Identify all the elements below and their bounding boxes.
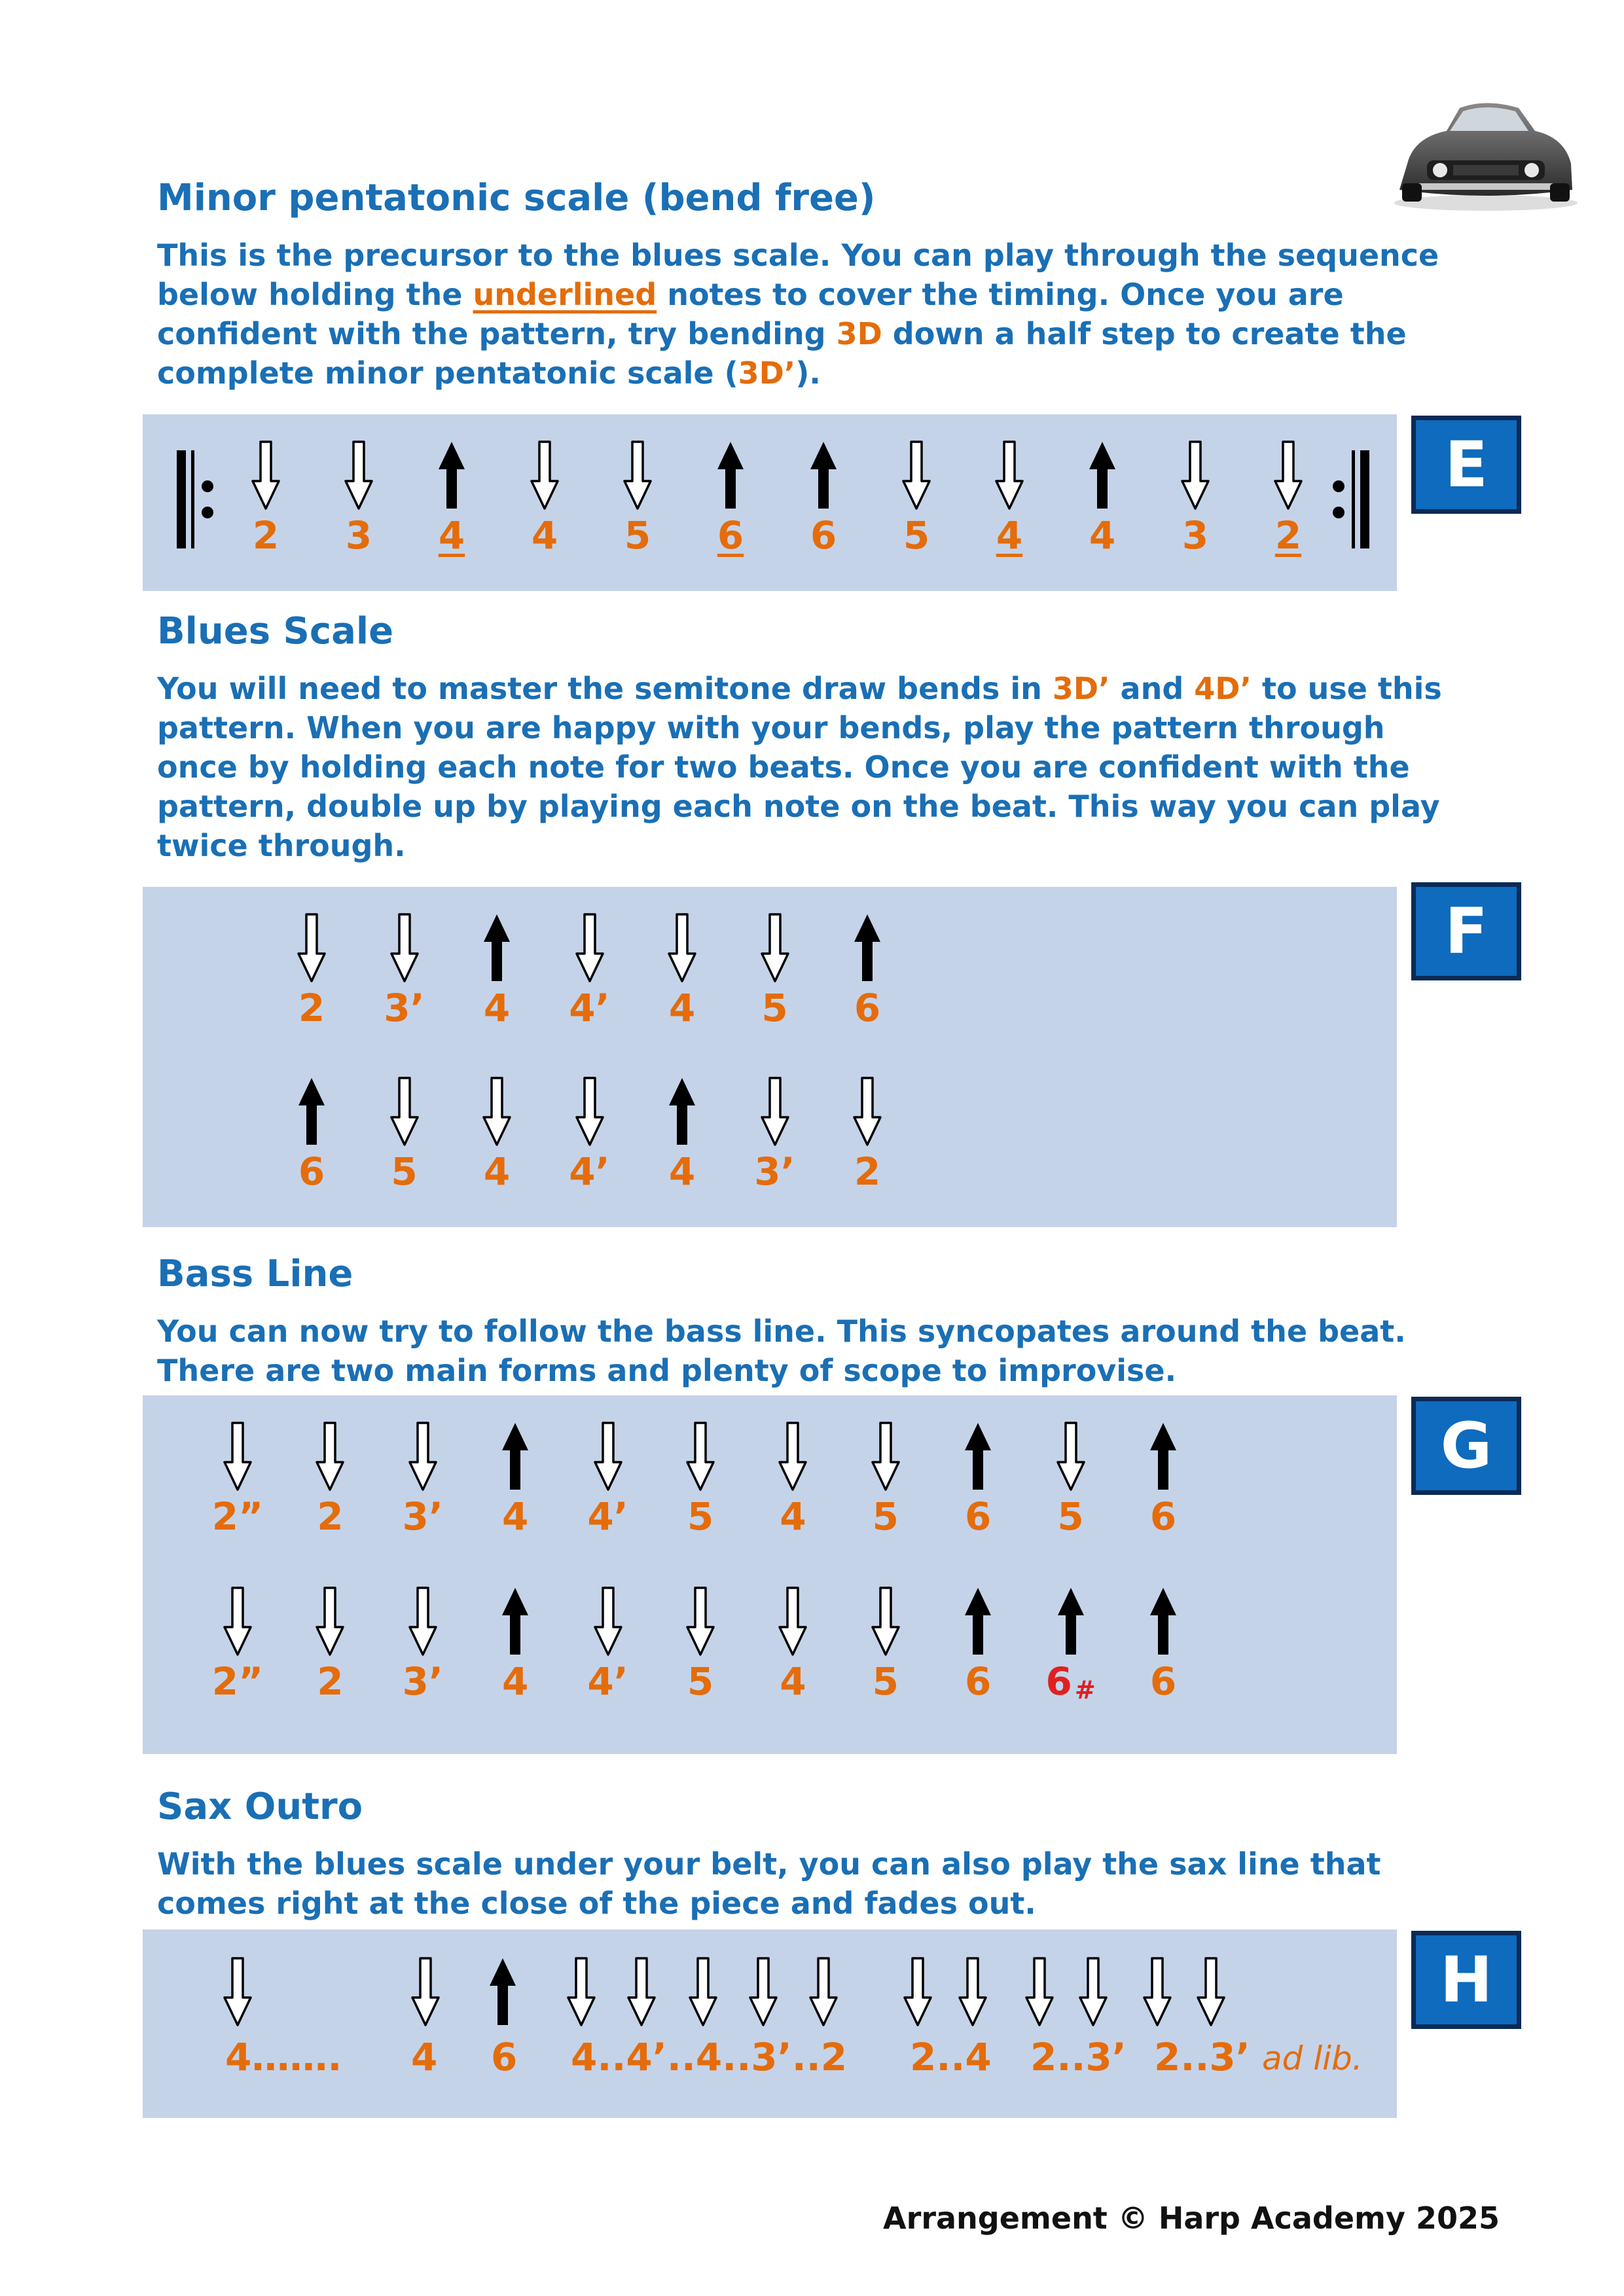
section-h-description: With the blues scale under your belt, you can also play the sax line that comes right at the close of the piece and fades out. — [157, 1846, 1381, 1921]
section-g-badge: G — [1411, 1397, 1521, 1495]
section-e-badge: E — [1411, 416, 1521, 514]
note-number: 4’ — [569, 1149, 610, 1194]
blow-arrow-icon — [1149, 1587, 1178, 1656]
draw-arrow-icon — [297, 913, 326, 982]
note-number: 6 — [965, 1494, 992, 1539]
repeat-end-sign — [1327, 450, 1369, 548]
note-number: 3’ — [402, 1494, 443, 1539]
harp-note — [655, 1587, 746, 1704]
note-number: 4 — [502, 1494, 529, 1539]
draw-arrow-icon — [627, 1957, 656, 2026]
draw-arrow-icon — [1143, 1957, 1172, 2026]
car-illustration — [1388, 85, 1584, 216]
harp-note — [469, 1422, 561, 1539]
section-h-panel — [143, 1929, 1397, 2118]
draw-arrow-icon — [749, 1957, 778, 2026]
harp-note — [451, 913, 543, 1031]
draw-arrow-icon — [390, 913, 419, 982]
note-number: 5 — [872, 1659, 899, 1704]
harp-note — [377, 1422, 469, 1539]
harp-note — [964, 440, 1055, 558]
harp-note — [284, 1587, 376, 1704]
section-e-description — [157, 236, 1466, 393]
note-number: 4 — [668, 986, 696, 1030]
note-number: 5 — [687, 1494, 714, 1539]
sax-group-5: 2..4 — [910, 2035, 992, 2079]
harp-note — [840, 1422, 931, 1539]
note-number: 6 — [717, 513, 744, 558]
draw-arrow-icon — [482, 1077, 511, 1146]
harp-note — [499, 440, 590, 558]
note-number: 2 — [298, 986, 325, 1030]
draw-arrow-icon — [408, 1422, 437, 1491]
section-e-title: Minor pentatonic scale (bend free) — [157, 177, 876, 219]
harp-note — [284, 1422, 376, 1539]
note-number: 4’ — [587, 1659, 628, 1704]
harp-note — [192, 1587, 283, 1704]
blow-arrow-icon — [668, 1077, 696, 1146]
section-e-text-1: This is the precursor to the blues scale. You can play through the sequence below holding the — [157, 238, 1439, 312]
blow-arrow-icon — [501, 1422, 530, 1491]
draw-arrow-icon — [223, 1422, 252, 1491]
note-number: 4 — [668, 1149, 696, 1194]
note-number: 6 — [298, 1149, 325, 1194]
harp-note — [747, 1422, 839, 1539]
note-number: 4’ — [569, 986, 610, 1030]
note-number: 2” — [211, 1659, 264, 1704]
draw-arrow-icon — [344, 440, 373, 510]
section-e-highlight-1: 3D — [836, 316, 882, 351]
draw-arrow-icon — [778, 1587, 807, 1656]
harp-note — [1025, 1422, 1117, 1539]
note-number: 2 — [252, 513, 280, 558]
blow-arrow-icon — [482, 913, 511, 982]
draw-arrow-icon — [411, 1957, 440, 2026]
note-number: 2” — [211, 1494, 264, 1539]
blow-arrow-icon — [964, 1422, 992, 1491]
draw-arrow-icon — [778, 1422, 807, 1491]
note-number: 6 — [854, 986, 881, 1030]
draw-arrow-icon — [316, 1587, 344, 1656]
section-f-text-1: You will need to master the semitone draw bends in — [157, 671, 1053, 706]
harp-note — [562, 1422, 654, 1539]
section-h-title: Sax Outro — [157, 1785, 363, 1828]
section-g-title: Bass Line — [157, 1253, 353, 1295]
note-number: 2 — [317, 1494, 344, 1539]
draw-arrow-icon — [761, 913, 789, 982]
note-number: 3 — [345, 513, 372, 558]
section-f-description — [157, 669, 1466, 865]
draw-arrow-icon — [686, 1587, 715, 1656]
harp-note — [1242, 440, 1334, 558]
blow-arrow-icon — [297, 1077, 326, 1146]
draw-arrow-icon — [871, 1587, 900, 1656]
draw-arrow-icon — [668, 913, 696, 982]
sax-group-4: 4..4’..4..3’..2 — [571, 2035, 848, 2079]
harp-note — [729, 913, 821, 1031]
harp-note — [821, 913, 913, 1031]
repeat-start-sign — [177, 450, 219, 548]
draw-arrow-icon — [689, 1957, 717, 2026]
sax-group-6: 2..3’ — [1030, 2035, 1127, 2079]
draw-arrow-icon — [623, 440, 652, 510]
blow-arrow-icon — [1149, 1422, 1178, 1491]
note-number: 4 — [531, 513, 558, 558]
harp-note — [685, 440, 776, 558]
ad-lib-text: ad lib. — [1262, 2039, 1363, 2077]
blow-arrow-icon — [853, 913, 882, 982]
harp-note — [1117, 1587, 1209, 1704]
harp-note — [406, 440, 497, 558]
blow-arrow-icon — [964, 1587, 992, 1656]
draw-arrow-icon — [223, 1957, 252, 2026]
note-number: 4 — [780, 1494, 806, 1539]
draw-arrow-icon — [251, 440, 280, 510]
draw-arrow-icon — [853, 1077, 882, 1146]
section-e-text-4: ). — [795, 355, 821, 391]
section-g-panel — [143, 1395, 1397, 1754]
section-e-text-2: notes to cover the timing. Once you are confident with the pattern, try bending — [157, 277, 1344, 351]
note-number: 4 — [780, 1659, 806, 1704]
note-number: 5 — [624, 513, 651, 558]
draw-arrow-icon — [686, 1422, 715, 1491]
harp-note — [636, 1077, 728, 1194]
note-number: 5 — [687, 1659, 714, 1704]
note-number: 5 — [761, 986, 788, 1030]
note-number: 6 — [810, 513, 837, 558]
section-e-underlined-word: underlined — [473, 277, 657, 312]
draw-arrow-icon — [1197, 1957, 1225, 2026]
note-number: 6 — [965, 1659, 992, 1704]
note-number: 6 — [1149, 1494, 1177, 1539]
section-f-highlight-2: 4D’ — [1194, 671, 1252, 706]
harp-note — [266, 913, 357, 1031]
section-f-title: Blues Scale — [157, 610, 394, 653]
harp-note — [871, 440, 962, 558]
note-number: 5 — [391, 1149, 418, 1194]
harp-note — [544, 913, 636, 1031]
note-number: 2 — [854, 1149, 881, 1194]
note-number: 5 — [903, 513, 930, 558]
draw-arrow-icon — [995, 440, 1024, 510]
section-f-text-2: and — [1110, 671, 1195, 706]
harp-note — [1149, 440, 1241, 558]
harp-note — [220, 440, 312, 558]
note-number: 5 — [872, 1494, 899, 1539]
sax-group-3: 6 — [491, 2035, 518, 2079]
draw-arrow-icon — [1274, 440, 1303, 510]
section-e-panel — [143, 414, 1397, 591]
note-number: 4 — [438, 513, 465, 558]
draw-arrow-icon — [809, 1957, 838, 2026]
note-number: 6 # — [1045, 1659, 1096, 1704]
draw-arrow-icon — [902, 440, 931, 510]
harp-note — [655, 1422, 746, 1539]
section-g-description: You can now try to follow the bass line. This syncopates around the beat. There are two main forms and plenty of scope to improvise. — [157, 1314, 1406, 1388]
copyright-footer: Arrangement © Harp Academy 2025 — [883, 2200, 1500, 2236]
section-f-badge: F — [1411, 882, 1521, 980]
harp-note — [840, 1587, 931, 1704]
draw-arrow-icon — [1025, 1957, 1054, 2026]
blow-arrow-icon — [437, 440, 466, 510]
blow-arrow-icon — [809, 440, 838, 510]
draw-arrow-icon — [223, 1587, 252, 1656]
section-h-badge: H — [1411, 1931, 1521, 2029]
harp-note — [1117, 1422, 1209, 1539]
blow-arrow-icon — [716, 440, 745, 510]
draw-arrow-icon — [390, 1077, 419, 1146]
harp-note — [451, 1077, 543, 1194]
section-f-panel — [143, 887, 1397, 1227]
note-number: 3 — [1182, 513, 1209, 558]
harp-note — [359, 1077, 450, 1194]
draw-arrow-icon — [1056, 1422, 1085, 1491]
harp-note — [313, 440, 405, 558]
draw-arrow-icon — [575, 1077, 604, 1146]
note-number: 4 — [483, 1149, 511, 1194]
draw-arrow-icon — [530, 440, 559, 510]
harp-note — [359, 913, 450, 1031]
harp-note — [729, 1077, 821, 1194]
note-number: 4’ — [587, 1494, 628, 1539]
draw-arrow-icon — [903, 1957, 932, 2026]
draw-arrow-icon — [567, 1957, 596, 2026]
draw-arrow-icon — [958, 1957, 987, 2026]
note-number: 4 — [502, 1659, 529, 1704]
harp-note — [544, 1077, 636, 1194]
harp-note — [562, 1587, 654, 1704]
harp-note — [592, 440, 683, 558]
harp-note — [192, 1422, 283, 1539]
draw-arrow-icon — [871, 1422, 900, 1491]
draw-arrow-icon — [408, 1587, 437, 1656]
note-sharp-mark: # — [1074, 1676, 1096, 1704]
note-number: 6 — [1149, 1659, 1177, 1704]
draw-arrow-icon — [594, 1422, 623, 1491]
draw-arrow-icon — [1181, 440, 1210, 510]
draw-arrow-icon — [761, 1077, 789, 1146]
draw-arrow-icon — [1079, 1957, 1108, 2026]
sax-group-2: 4 — [411, 2035, 438, 2079]
note-number: 3’ — [384, 986, 425, 1030]
blow-arrow-icon — [1056, 1587, 1085, 1656]
section-f-highlight-1: 3D’ — [1052, 671, 1110, 706]
draw-arrow-icon — [316, 1422, 344, 1491]
sax-group-7: 2..3’ — [1154, 2035, 1250, 2079]
harp-note — [377, 1587, 469, 1704]
harp-note — [469, 1587, 561, 1704]
harp-note — [778, 440, 869, 558]
harp-note — [266, 1077, 357, 1194]
note-number: 4 — [996, 513, 1023, 558]
harp-note — [821, 1077, 913, 1194]
note-number: 2 — [317, 1659, 344, 1704]
draw-arrow-icon — [594, 1587, 623, 1656]
blow-arrow-icon — [1088, 440, 1117, 510]
harp-note — [1056, 440, 1148, 558]
harp-note — [932, 1587, 1024, 1704]
note-number: 3’ — [754, 1149, 795, 1194]
section-e-highlight-2: 3D’ — [738, 355, 796, 391]
note-number: 3’ — [402, 1659, 443, 1704]
harp-note — [636, 913, 728, 1031]
note-number: 4 — [1089, 513, 1116, 558]
blow-arrow-icon — [488, 1957, 517, 2026]
harp-note — [932, 1422, 1024, 1539]
note-number: 2 — [1274, 513, 1302, 558]
harp-note — [747, 1587, 839, 1704]
sax-group-1: 4……. — [225, 2035, 342, 2079]
note-number: 4 — [483, 986, 511, 1030]
draw-arrow-icon — [575, 913, 604, 982]
harp-note — [1025, 1587, 1117, 1713]
section-e-text-3: down a half step to create the complete minor pentatonic scale ( — [157, 316, 1407, 391]
note-number: 5 — [1057, 1494, 1084, 1539]
blow-arrow-icon — [501, 1587, 530, 1656]
section-f-text-3: to use this pattern. When you are happy with your bends, play the pattern through once by holding each note for two beats. Once you are confident with the pattern, double up by playing each note on the beat. This way you can play twice through. — [157, 671, 1442, 863]
